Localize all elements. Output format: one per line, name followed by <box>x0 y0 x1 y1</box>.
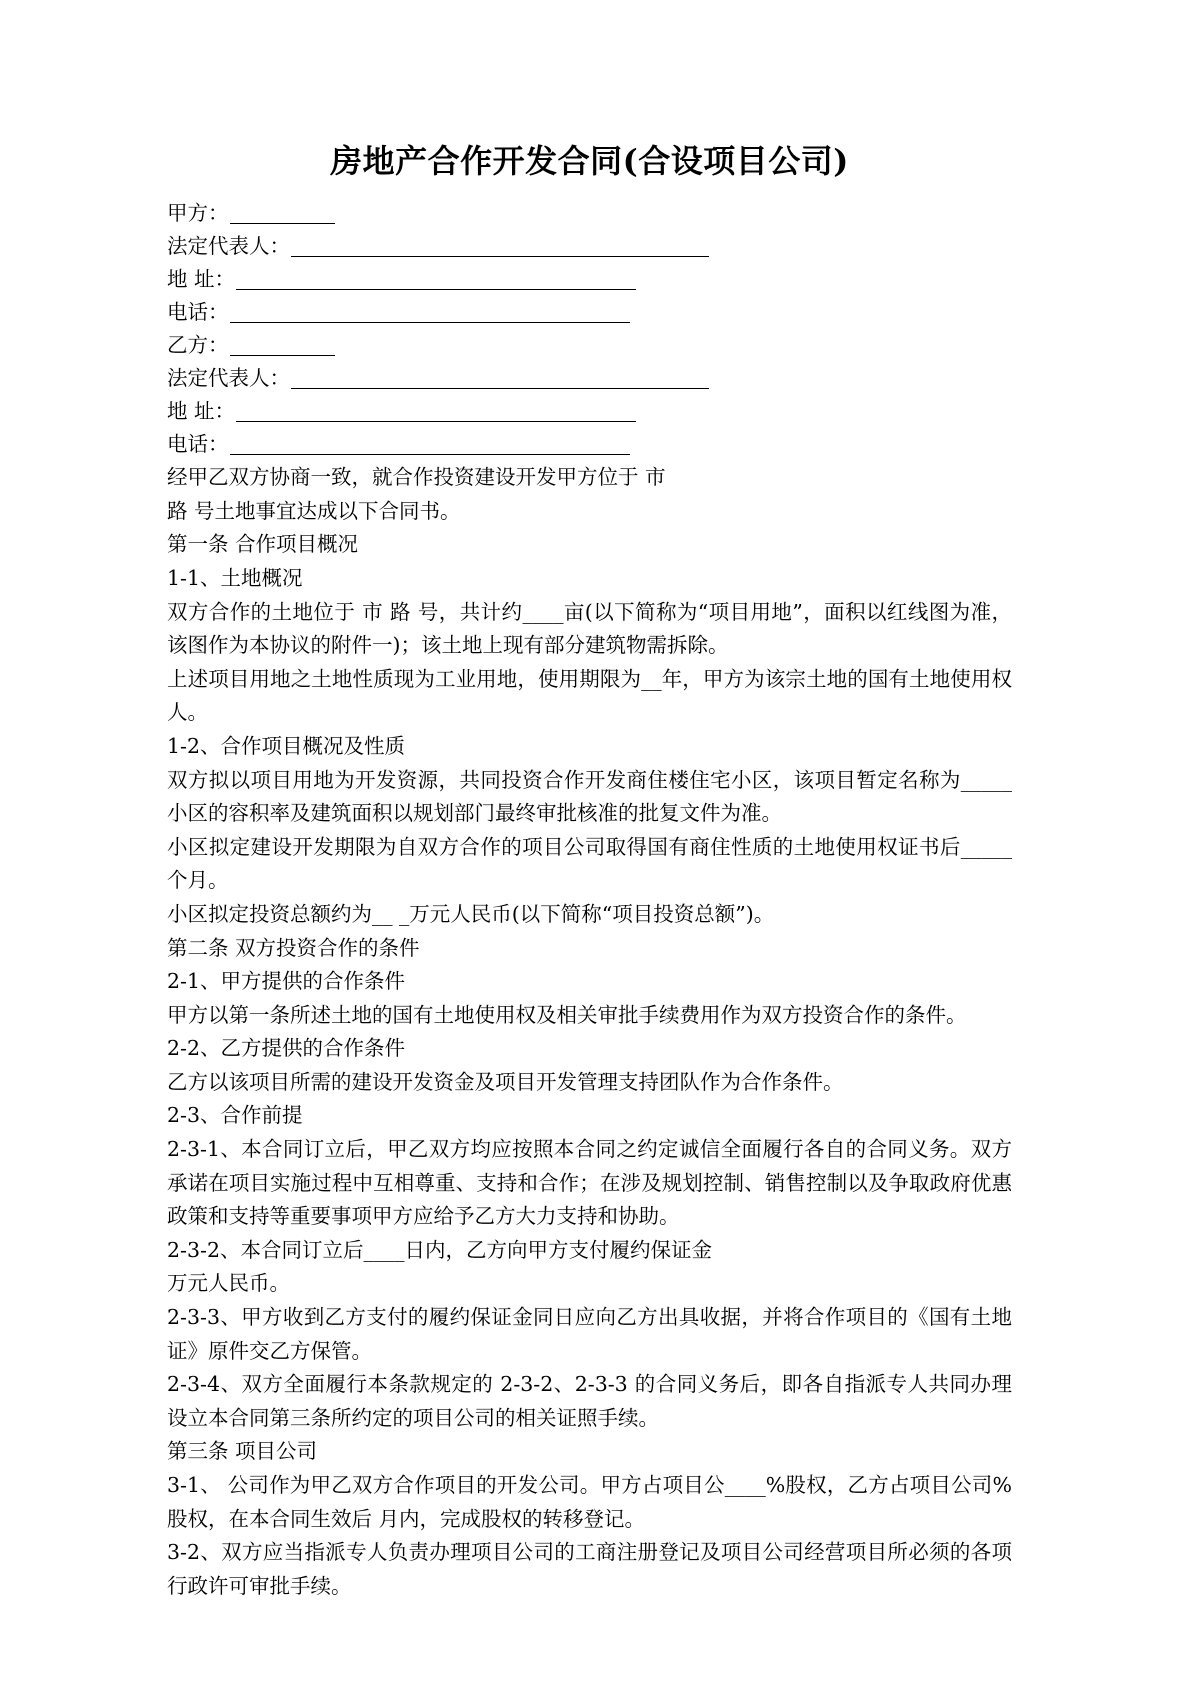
clause-2-3-3: 2-3-3、甲方收到乙方支付的履约保证金同日应向乙方出具收据，并将合作项目的《国有土地证》原件交乙方保管。 <box>167 1305 1012 1363</box>
party-field-blank[interactable] <box>230 434 630 454</box>
party-field-label: 电话： <box>167 432 229 457</box>
clause-1-2-body: 双方拟以项目用地为开发资源，共同投资合作开发商住楼住宅小区，该项目暂定名称为_____ 小区的容积率及建筑面积以规划部门最终审批核准的批复文件为准。 <box>167 767 1012 826</box>
party-field-blank[interactable] <box>230 302 630 322</box>
party-field-label: 法定代表人： <box>167 366 290 391</box>
clause-2-3-2: 2-3-2、本合同订立后____日内，乙方向甲方支付履约保证金 <box>167 1237 712 1262</box>
article-1-heading: 第一条 合作项目概况 <box>167 532 359 557</box>
party-field-jiafang-phone <box>167 296 1012 329</box>
clause-3-2: 3-2、双方应当指派专人负责办理项目公司的工商注册登记及项目公司经营项目所必须的各项行政许可审批手续。 <box>167 1540 1012 1598</box>
clause-1-1-note: 上述项目用地之土地性质现为工业用地，使用期限为__年，甲方为该宗土地的国有土地使用权人。 <box>167 666 1012 725</box>
party-field-blank[interactable] <box>291 368 709 388</box>
clause-1-2-heading: 1-2、合作项目概况及性质 <box>167 733 406 758</box>
clause-2-3-2-continuation: 万元人民币。 <box>167 1271 290 1296</box>
clause-1-2-term: 小区拟定建设开发期限为自双方合作的项目公司取得国有商住性质的土地使用权证书后_____个月。 <box>167 834 1012 893</box>
page-title: 房地产合作开发合同(合设项目公司) <box>330 142 849 180</box>
party-field-blank[interactable] <box>236 269 636 289</box>
clause-1-1-heading: 1-1、土地概况 <box>167 565 303 590</box>
party-field-label: 乙方： <box>167 333 229 358</box>
party-field-blank[interactable] <box>236 401 636 421</box>
clause-1-1-body: 双方合作的土地位于 市 路 号，共计约____亩(以下简称为“项目用地”，面积以红线图为准，该图作为本协议的附件一)；该土地上现有部分建筑物需拆除。 <box>167 599 1012 658</box>
party-field-label: 电话： <box>167 300 229 325</box>
party-field-blank[interactable] <box>230 335 335 355</box>
clause-1-2-invest: 小区拟定投资总额约为__ _万元人民币(以下简称“项目投资总额”)。 <box>167 901 775 926</box>
clause-2-1-heading: 2-1、甲方提供的合作条件 <box>167 969 406 994</box>
clause-2-2-body: 乙方以该项目所需的建设开发资金及项目开发管理支持团队作为合作条件。 <box>167 1069 844 1094</box>
article-3-heading: 第三条 项目公司 <box>167 1439 318 1464</box>
party-field-label: 法定代表人： <box>167 234 290 259</box>
clause-2-3-1: 2-3-1、本合同订立后，甲乙双方均应按照本合同之约定诚信全面履行各自的合同义务。双方承诺在项目实施过程中互相尊重、支持和合作；在涉及规划控制、销售控制以及争取政府优惠政策和支持等重要事项甲方应给予乙方大力支持和协助。 <box>167 1137 1012 1229</box>
party-field-label: 甲方： <box>167 201 229 226</box>
document-body <box>167 140 1012 1603</box>
clause-2-3-heading: 2-3、合作前提 <box>167 1103 303 1128</box>
party-field-blank[interactable] <box>230 203 335 223</box>
clause-2-2-heading: 2-2、乙方提供的合作条件 <box>167 1036 406 1061</box>
article-2-heading: 第二条 双方投资合作的条件 <box>167 935 420 960</box>
clause-2-3-4: 2-3-4、双方全面履行本条款规定的 2-3-2、2-3-3 的合同义务后，即各自指派专人共同办理设立本合同第三条所约定的项目公司的相关证照手续。 <box>167 1372 1012 1430</box>
party-field-yifang-phone <box>167 428 1012 461</box>
party-field-label: 地 址： <box>167 399 236 424</box>
preamble-line-1: 经甲乙双方协商一致，就合作投资建设开发甲方位于 市 <box>167 465 666 490</box>
party-field-blank[interactable] <box>291 236 709 256</box>
party-field-jiafang <box>167 197 1012 230</box>
party-field-jiafang-legal-rep <box>167 230 1012 263</box>
preamble-line-2: 路 号土地事宜达成以下合同书。 <box>167 498 461 523</box>
clause-3-1: 3-1、 公司作为甲乙双方合作项目的开发公司。甲方占项目公____%股权，乙方占项目公司%股权，在本合同生效后 月内，完成股权的转移登记。 <box>167 1473 1012 1531</box>
party-field-label: 地 址： <box>167 267 236 292</box>
party-field-yifang <box>167 329 1012 362</box>
party-field-yifang-legal-rep <box>167 362 1012 395</box>
clause-2-1-body: 甲方以第一条所述土地的国有土地使用权及相关审批手续费用作为双方投资合作的条件。 <box>167 1002 967 1027</box>
party-field-yifang-address <box>167 395 1012 428</box>
party-field-jiafang-address <box>167 263 1012 296</box>
